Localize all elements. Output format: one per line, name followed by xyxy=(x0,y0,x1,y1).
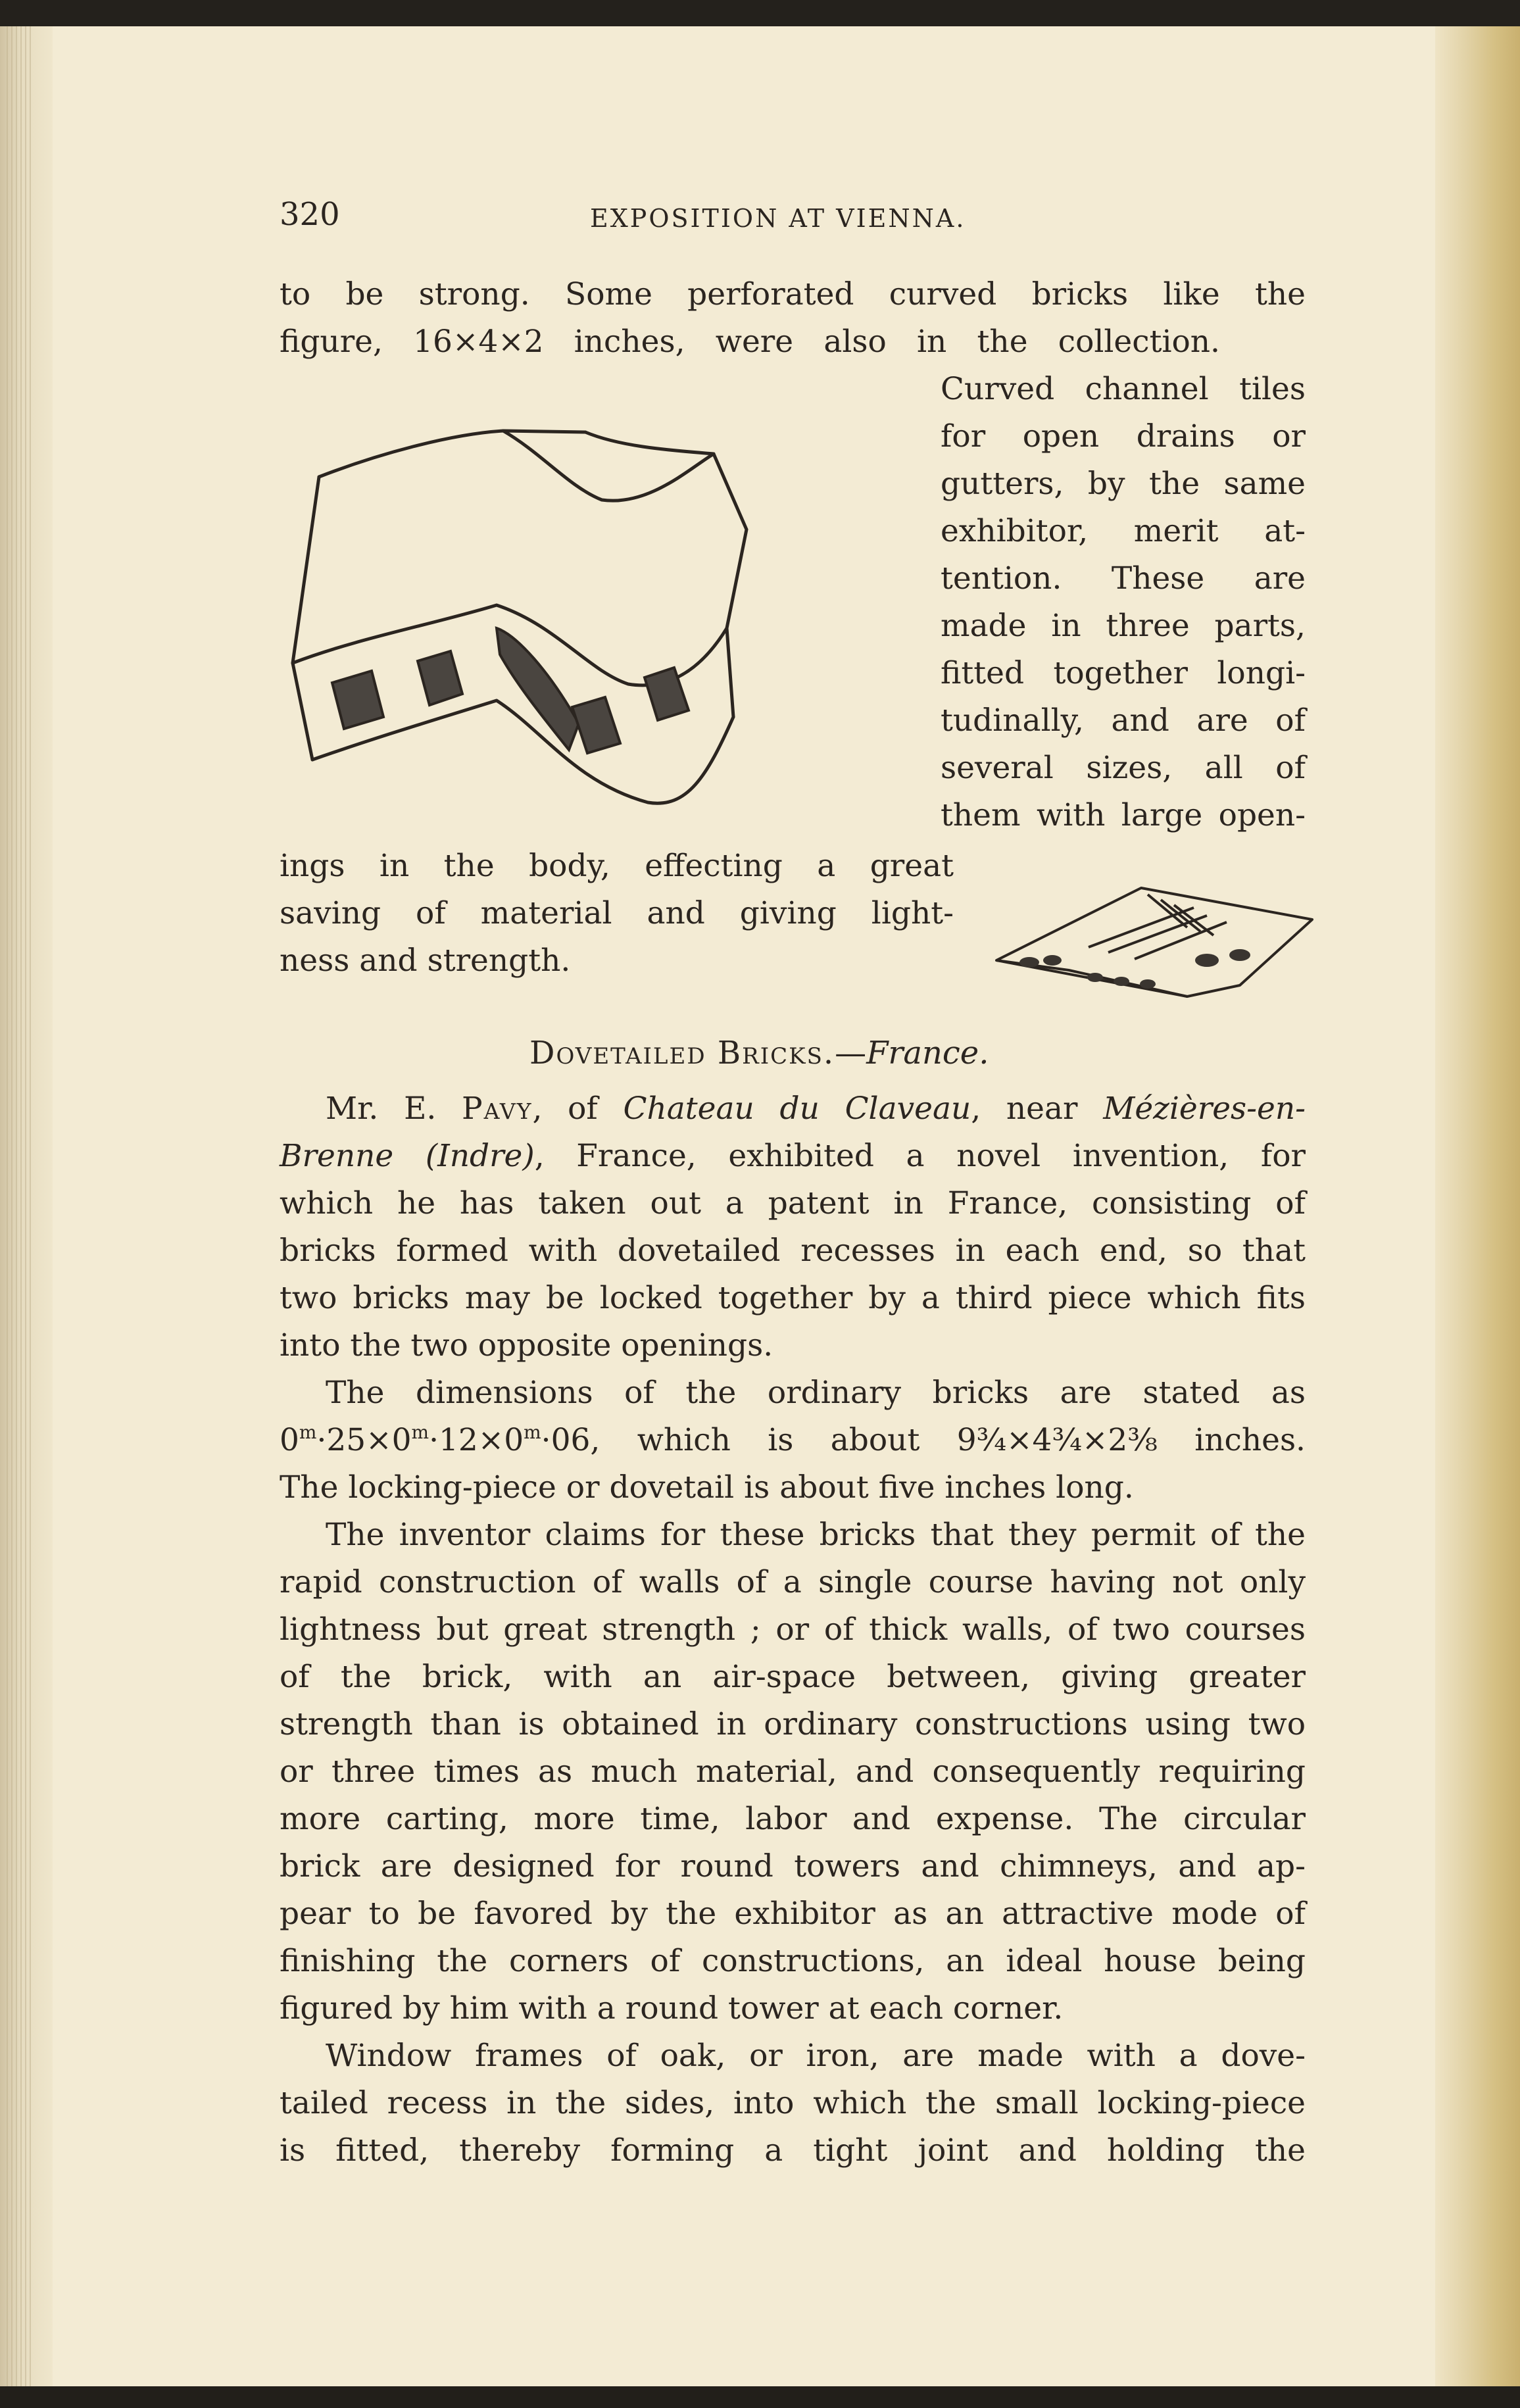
text-line: exhibitor, merit at- xyxy=(941,513,1306,549)
text-line: brick are designed for round towers and chimneys, and ap- xyxy=(280,1848,1306,1884)
text-line: bricks formed with dovetailed recesses in each end, so that xyxy=(280,1233,1306,1269)
text-line xyxy=(280,1133,1306,1180)
place-name: Mézières-en- xyxy=(1103,1091,1306,1127)
text-line: tudinally, and are of xyxy=(941,702,1306,739)
text-line: Window frames of oak, or iron, are made with a dove- xyxy=(326,2038,1306,2074)
text-line: two bricks may be locked together by a third piece which fits xyxy=(280,1280,1306,1316)
text-line: strength than is obtained in ordinary constructions using two xyxy=(280,1706,1306,1742)
text-span: , near xyxy=(971,1091,1104,1127)
text-line: Curved channel tiles xyxy=(941,371,1306,407)
text-line: The inventor claims for these bricks that they permit of the xyxy=(326,1517,1306,1553)
text-line: made in three parts, xyxy=(941,608,1306,644)
section-dash: — xyxy=(835,1035,867,1071)
text-line: ings in the body, effecting a great xyxy=(280,848,954,884)
superscript: m xyxy=(524,1421,541,1443)
text-line: for open drains or xyxy=(941,418,1306,455)
page-edge-shadow xyxy=(1435,26,1520,2386)
section-heading xyxy=(529,1029,989,1077)
text-span: 0 xyxy=(280,1422,299,1458)
channel-tile-illustration xyxy=(990,868,1319,1003)
text-line: several sizes, all of xyxy=(941,750,1306,786)
text-line: tention. These are xyxy=(941,560,1306,597)
text-span: Mr. E. xyxy=(326,1091,462,1127)
text-span: ·06, which is about 9¾×4¾×2⅜ inches. xyxy=(541,1422,1306,1458)
page-stack-lines xyxy=(7,26,33,2386)
text-span: ·12×0 xyxy=(429,1422,524,1458)
text-line: ness and strength. xyxy=(280,943,571,979)
text-line: or three times as much material, and consequently requiring xyxy=(280,1754,1306,1790)
text-line: which he has taken out a patent in France, consisting of xyxy=(280,1185,1306,1221)
text-line: figure, 16×4×2 inches, were also in the collection. xyxy=(280,324,1220,360)
text-line: is fitted, thereby forming a tight joint and holding the xyxy=(280,2132,1306,2169)
text-line: figured by him with a round tower at each corner. xyxy=(280,1990,1064,2027)
section-title: Dovetailed Bricks. xyxy=(529,1035,835,1071)
text-line: fitted together longi- xyxy=(941,655,1306,691)
dimensions-line xyxy=(280,1417,1306,1464)
exhibitor-name: Pavy xyxy=(462,1091,533,1127)
text-line: lightness but great strength ; or of thick walls, of two courses xyxy=(280,1611,1306,1648)
text-line: The dimensions of the ordinary bricks are stated as xyxy=(326,1375,1306,1411)
text-line: them with large open- xyxy=(941,797,1306,833)
page-number: 320 xyxy=(280,196,340,233)
place-name: Brenne (Indre) xyxy=(280,1138,535,1174)
text-line: of the brick, with an air-space between, giving greater xyxy=(280,1659,1306,1695)
text-line xyxy=(326,1085,1306,1133)
text-span: , France, exhibited a novel invention, for xyxy=(534,1138,1306,1174)
chateau-name: Chateau du Claveau xyxy=(623,1091,971,1127)
scan-bottom-edge xyxy=(0,2386,1520,2408)
text-line: into the two opposite openings. xyxy=(280,1327,773,1364)
section-country: France. xyxy=(866,1035,989,1071)
text-span: , of xyxy=(532,1091,624,1127)
text-line: The locking-piece or dovetail is about five inches long. xyxy=(280,1469,1134,1506)
superscript: m xyxy=(411,1421,429,1443)
running-title: EXPOSITION AT VIENNA. xyxy=(590,204,966,233)
scan-top-edge xyxy=(0,0,1520,26)
text-line: to be strong. Some perforated curved bricks like the xyxy=(280,276,1306,312)
text-line: pear to be favored by the exhibitor as an attractive mode of xyxy=(280,1896,1306,1932)
text-line: gutters, by the same xyxy=(941,466,1306,502)
text-line: finishing the corners of constructions, an ideal house being xyxy=(280,1943,1306,1979)
text-line: tailed recess in the sides, into which the small locking-piece xyxy=(280,2085,1306,2121)
text-line: more carting, more time, labor and expense. The circular xyxy=(280,1801,1306,1837)
text-line: rapid construction of walls of a single course having not only xyxy=(280,1564,1306,1600)
curved-brick-illustration xyxy=(280,408,885,835)
superscript: m xyxy=(299,1421,317,1443)
text-span: ·25×0 xyxy=(316,1422,412,1458)
text-line: saving of material and giving light- xyxy=(280,895,954,931)
